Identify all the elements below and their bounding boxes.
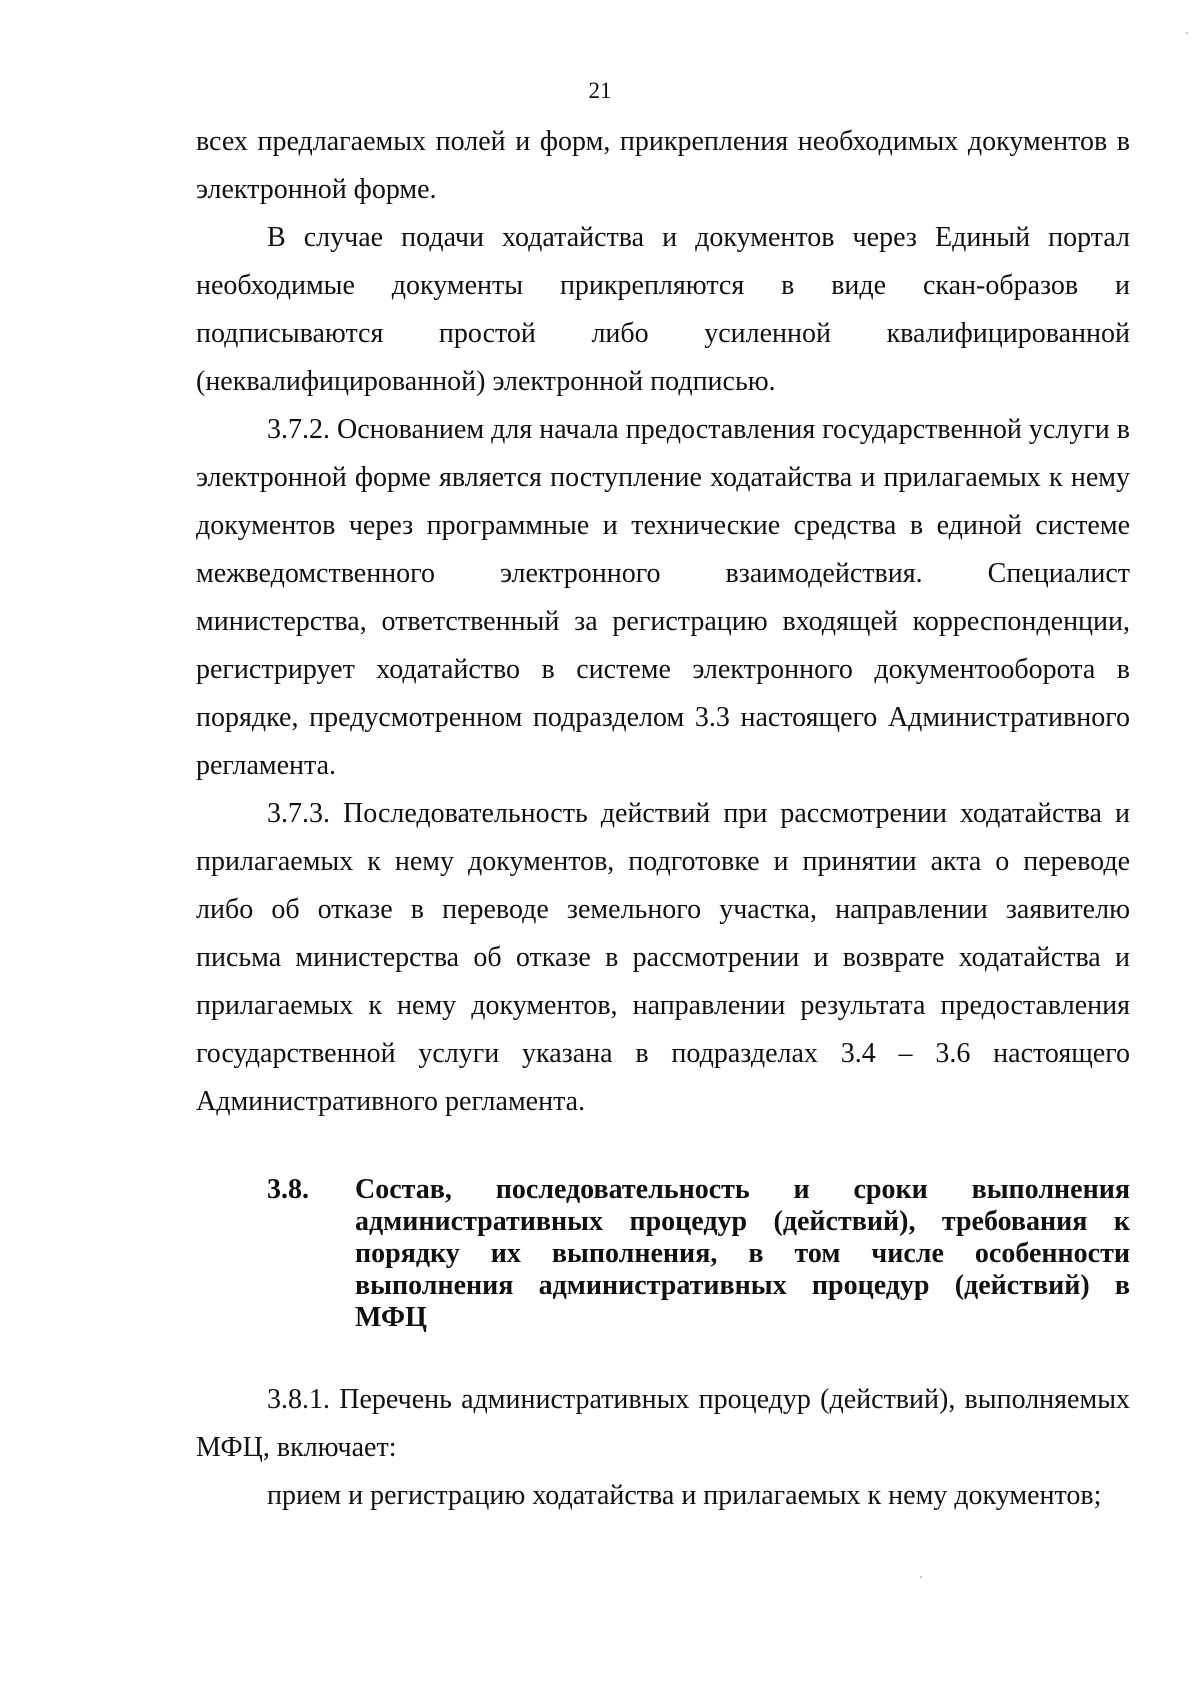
paragraph-continuation-line: всех предлагаемых полей и форм, прикрепления необходимых документов в: [196, 126, 1130, 157]
page-number: 21: [588, 78, 612, 103]
page-content: [196, 118, 1130, 1520]
paragraph-continuation-end: электронной форме.: [196, 174, 437, 205]
list-item: прием и регистрацию ходатайства и прилагаемых к нему документов;: [267, 1480, 1102, 1511]
scan-speck: [1186, 32, 1188, 34]
paragraph-3-7-3: 3.7.3. Последовательность действий при рассмотрении ходатайства и прилагаемых к нему документов, подготовке и принятии акта о переводе либо об отказе в переводе земельного участка, направлении заявителю письма министерства об отказе в рассмотрении и возврате ходатайства и прилагаемых к нему документов, направлении результата предоставления государственной услуги указана в подразделах 3.4 – 3.6 настоящего Административного регламента.: [196, 798, 1130, 1117]
paragraph-single-portal: В случае подачи ходатайства и документов через Единый портал необходимые документы прикрепляются в виде скан-образов и подписываются простой либо усиленной квалифицированной (неквалифицированной) электронной подписью.: [196, 222, 1130, 397]
scan-speck: [920, 1576, 922, 1578]
section-heading-text: Состав, последовательность и сроки выполнения административных процедур (действий), требования к порядку их выполнения, в том числе особенности выполнения административных процедур (действий) в МФЦ: [355, 1174, 1130, 1333]
paragraph-3-8-1: 3.8.1. Перечень административных процедур (действий), выполняемых МФЦ, включает:: [196, 1384, 1130, 1463]
section-heading-3-8: [196, 1174, 1130, 1334]
section-heading-number: 3.8.: [267, 1174, 309, 1205]
paragraph-3-7-2: 3.7.2. Основанием для начала предоставления государственной услуги в электронной форме является поступление ходатайства и прилагаемых к нему документов через программные и технические средства в единой системе межведомственного электронного взаимодействия. Специалист министерства, ответственный за регистрацию входящей корреспонденции, регистрирует ходатайство в системе электронного документооборота в порядке, предусмотренном подразделом 3.3 настоящего Административного регламента.: [196, 414, 1130, 781]
